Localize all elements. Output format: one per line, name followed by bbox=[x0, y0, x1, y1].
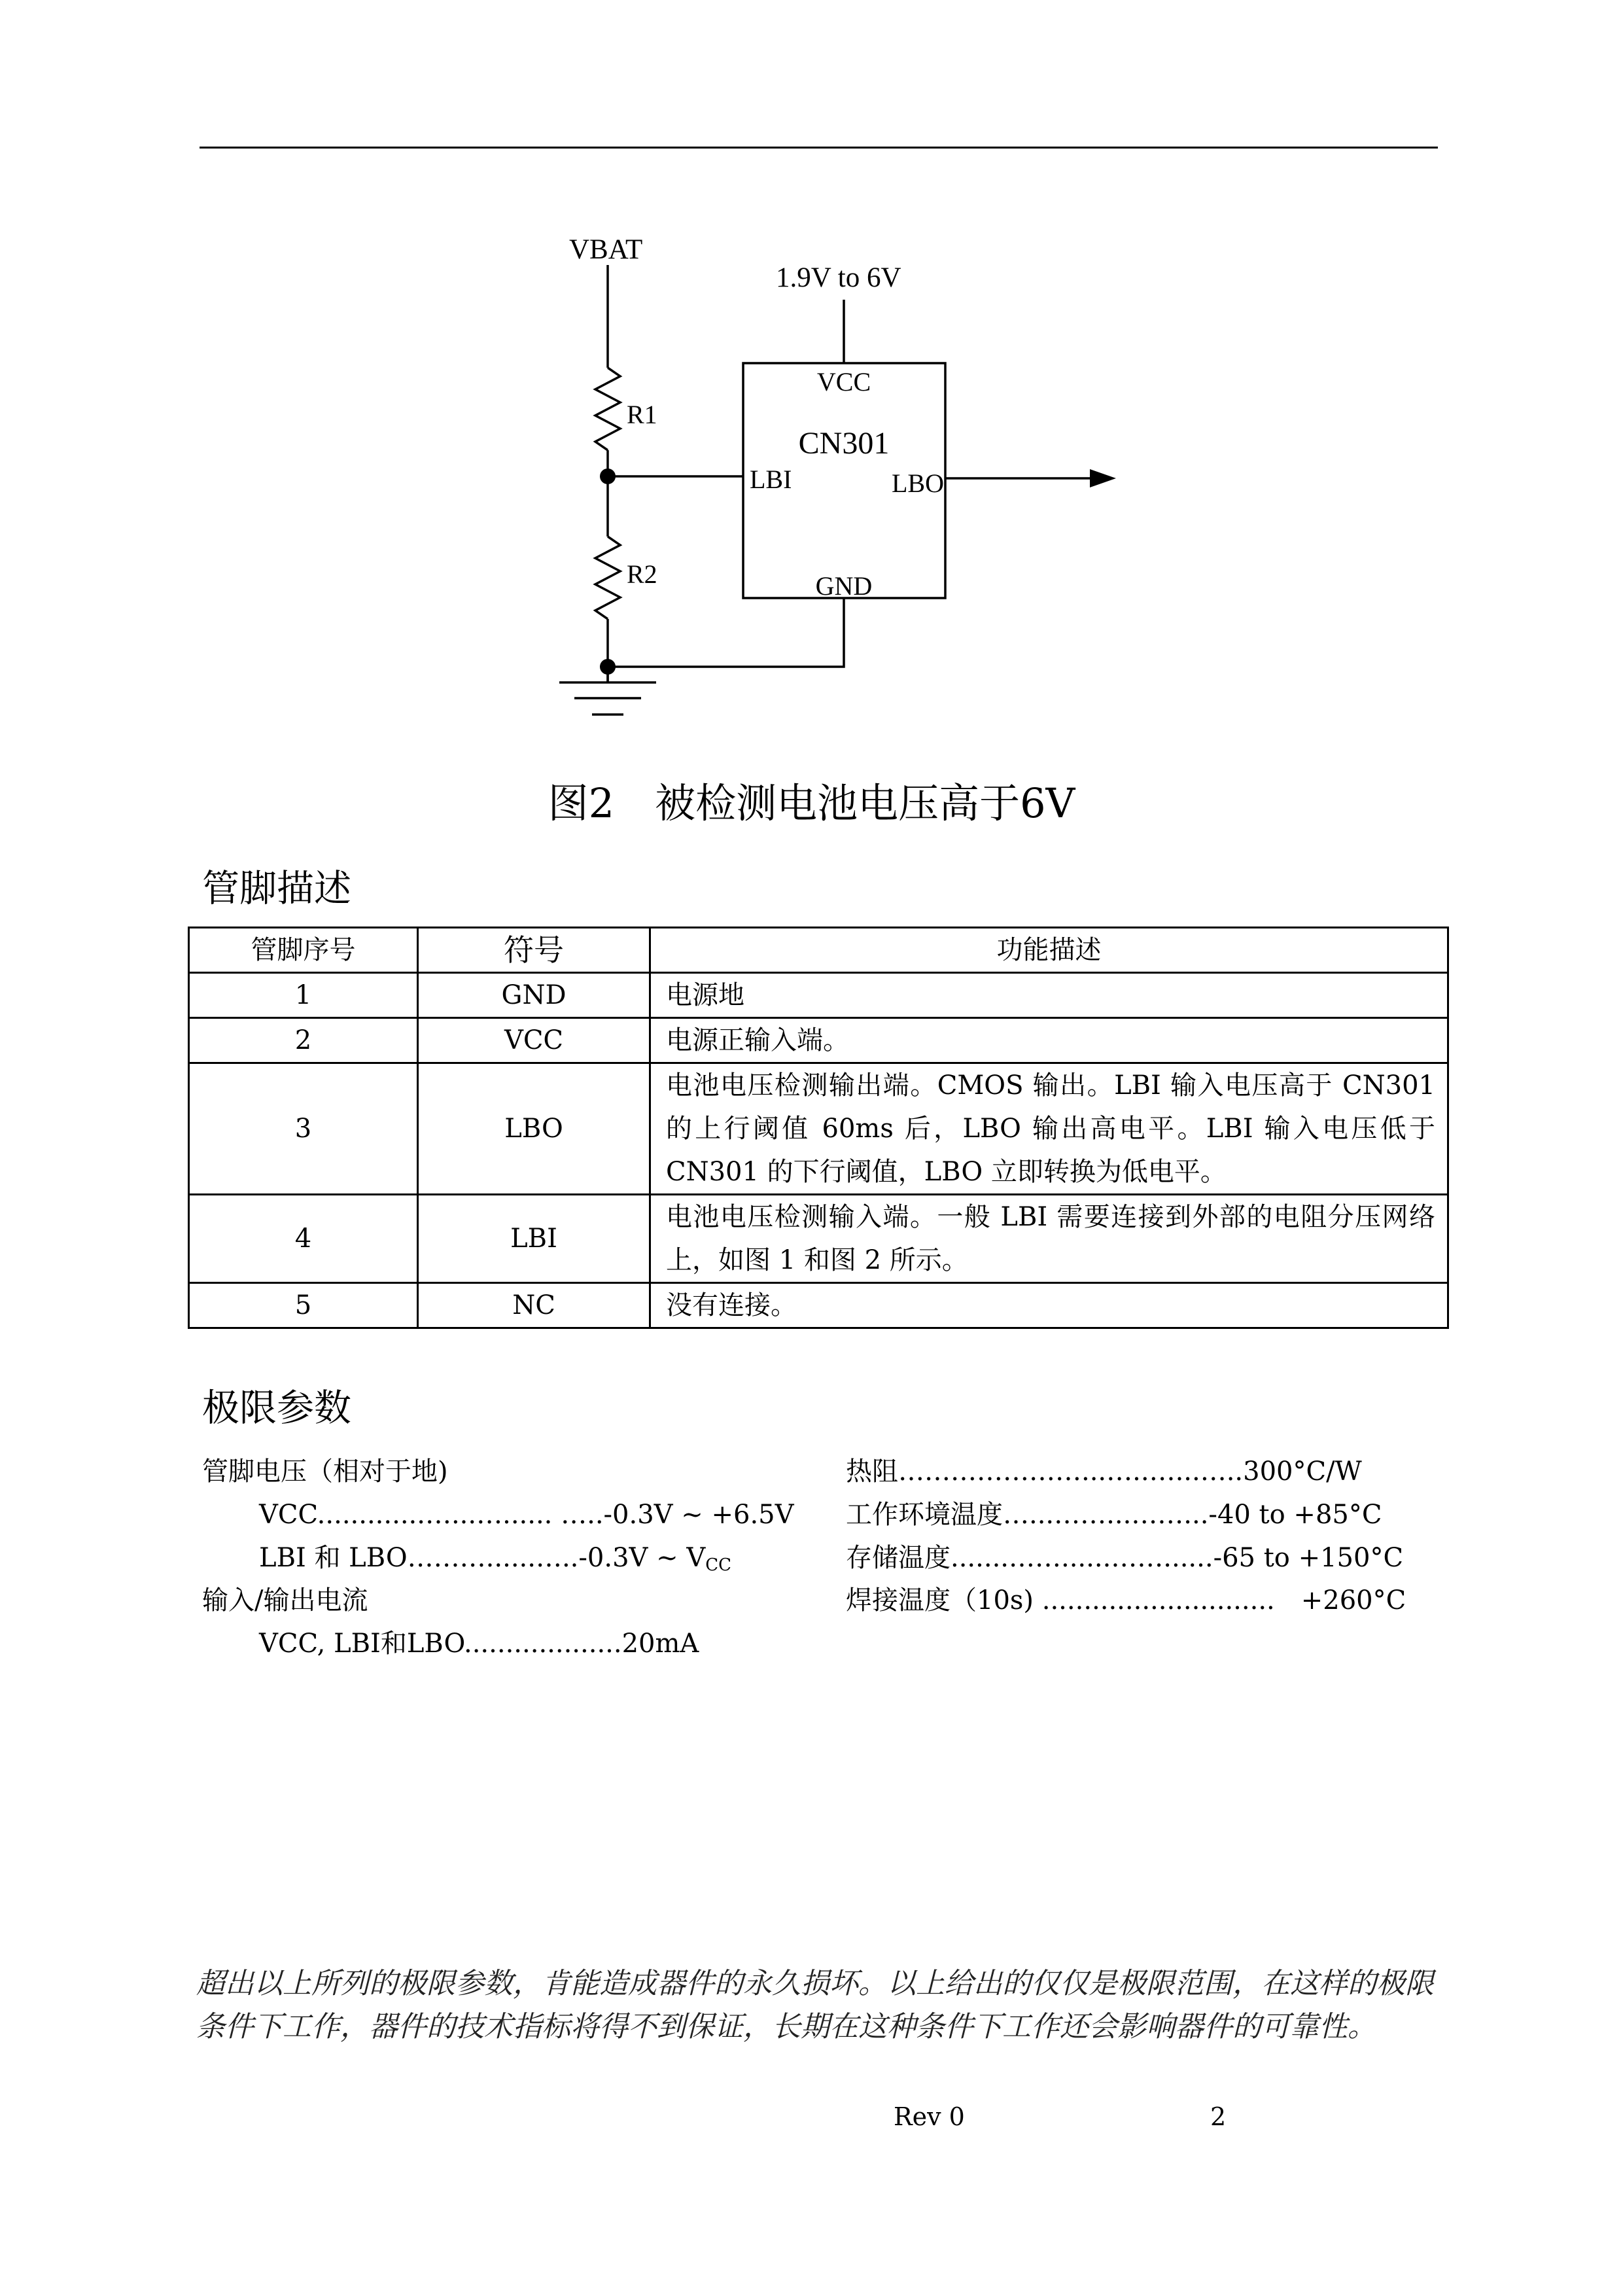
header-symbol: 符号 bbox=[418, 928, 650, 973]
thermal-resistance: 热阻…………………...…..…...…..300°C/W bbox=[846, 1457, 1362, 1487]
pin-description: 电源正输入端。 bbox=[650, 1018, 1448, 1063]
label-r2: R2 bbox=[627, 559, 657, 589]
vcc-subscript: CC bbox=[705, 1555, 732, 1575]
table-row bbox=[189, 1195, 1448, 1283]
gnd-wire bbox=[608, 598, 844, 667]
header-function: 功能描述 bbox=[650, 928, 1448, 973]
pin-number: 2 bbox=[189, 1018, 418, 1063]
soldering-temperature: 焊接温度（10s) ............................ +260°C bbox=[846, 1585, 1406, 1616]
arrow-icon bbox=[1090, 469, 1116, 487]
circuit-schematic bbox=[0, 0, 1623, 746]
current-heading: 输入/输出电流 bbox=[202, 1585, 368, 1616]
junction-dot bbox=[600, 468, 616, 484]
pin-section-title: 管脚描述 bbox=[202, 867, 351, 910]
lbi-lbo-voltage-rating: LBI 和 LBO………......…..-0.3V ~ $V_{CC}$ bbox=[259, 1543, 732, 1575]
pin-symbol: VCC bbox=[418, 1018, 650, 1063]
pin-description: 电池电压检测输出端。CMOS 输出。LBI 输入电压高于 CN301 的上行阈值 60ms 后，LBO 输出高电平。LBI 输入电压低于 CN301 的下行阈值，LBO 立即转换为低电平。 bbox=[650, 1063, 1448, 1195]
pin-number: 1 bbox=[189, 973, 418, 1018]
pin-number: 3 bbox=[189, 1063, 418, 1195]
pin-symbol: GND bbox=[418, 973, 650, 1018]
label-lbo: LBO bbox=[892, 468, 944, 498]
table-header-row bbox=[189, 928, 1448, 973]
label-r1: R1 bbox=[627, 400, 657, 429]
table-row bbox=[189, 1018, 1448, 1063]
table-row bbox=[189, 1283, 1448, 1328]
label-supply-range: 1.9V to 6V bbox=[776, 262, 901, 293]
storage-temperature: 存储温度.......……......……......-65 to +150°C bbox=[846, 1543, 1404, 1573]
label-lbi: LBI bbox=[750, 465, 792, 494]
pin-symbol: NC bbox=[418, 1283, 650, 1328]
label-vcc: VCC bbox=[816, 367, 871, 397]
pin-symbol: LBO bbox=[418, 1063, 650, 1195]
pin-number: 5 bbox=[189, 1283, 418, 1328]
pin-description: 没有连接。 bbox=[650, 1283, 1448, 1328]
pin-number: 4 bbox=[189, 1195, 418, 1283]
figure-caption: 图2 被检测电池电压高于6V bbox=[548, 779, 1075, 827]
current-rating: VCC, LBI和LBO...................20mA bbox=[259, 1629, 699, 1659]
table-row bbox=[189, 1063, 1448, 1195]
header-pin-number: 管脚序号 bbox=[189, 928, 418, 973]
ground-symbol bbox=[559, 682, 656, 715]
pin-description: 电源地 bbox=[650, 973, 1448, 1018]
pin-table bbox=[188, 927, 1449, 1329]
label-chip: CN301 bbox=[798, 426, 890, 461]
operating-temperature: 工作环境温度…...……...……...-40 to +85°C bbox=[846, 1500, 1382, 1530]
footer-revision: Rev 0 bbox=[894, 2102, 965, 2131]
junction-dot bbox=[600, 659, 616, 675]
limits-section-title: 极限参数 bbox=[202, 1386, 351, 1430]
pin-description: 电池电压检测输入端。一般 LBI 需要连接到外部的电阻分压网络上，如图 1 和图 2 所示。 bbox=[650, 1195, 1448, 1283]
vcc-voltage-rating: VCC.............…...…...... …..-0.3V ~ +6.5V bbox=[259, 1500, 794, 1530]
pin-symbol: LBI bbox=[418, 1195, 650, 1283]
footer-page-number: 2 bbox=[1210, 2102, 1227, 2131]
r1-resistor bbox=[595, 368, 620, 450]
pin-voltage-heading: 管脚电压（相对于地) bbox=[202, 1457, 448, 1487]
label-gnd: GND bbox=[815, 571, 873, 601]
limits-warning-note: 超出以上所列的极限参数，肯能造成器件的永久损坏。以上给出的仅仅是极限范围，在这样的极限条件下工作，器件的技术指标将得不到保证，长期在这种条件下工作还会影响器件的可靠性。 bbox=[196, 1967, 1434, 2043]
r2-resistor bbox=[595, 537, 620, 619]
table-row bbox=[189, 973, 1448, 1018]
label-vbat: VBAT bbox=[569, 234, 643, 265]
